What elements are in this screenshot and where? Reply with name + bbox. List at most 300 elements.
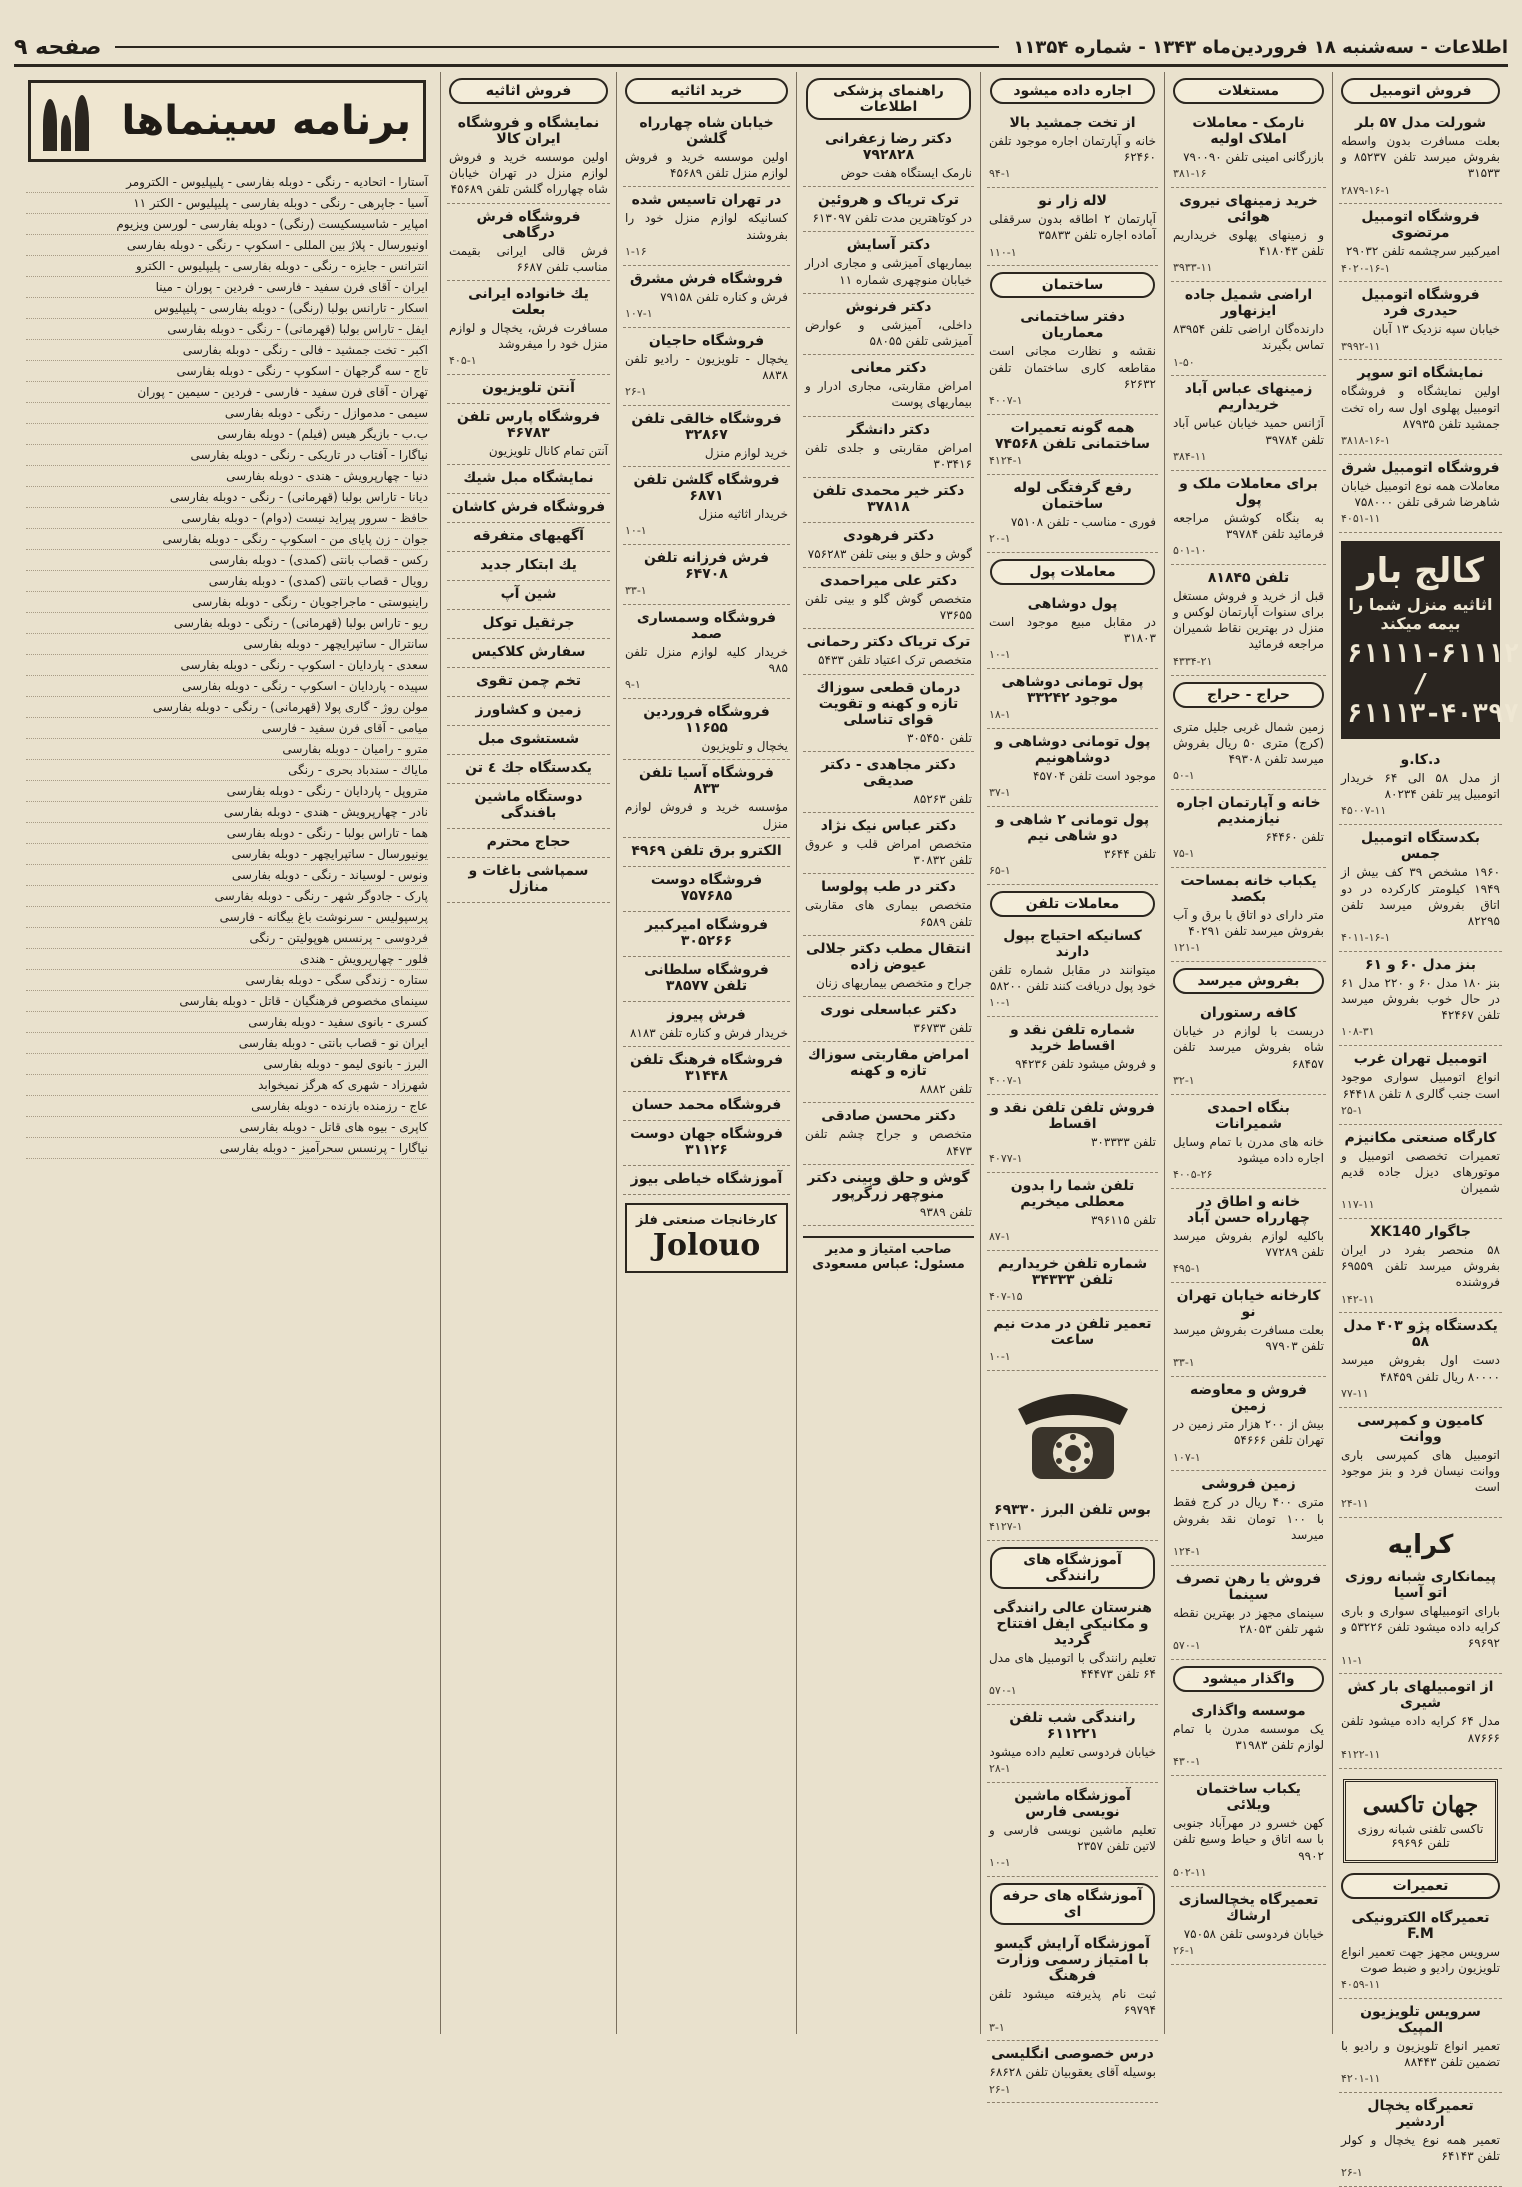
ad-body: بوسیله آقای یعقوبیان تلفن ۶۸۶۲۸ — [989, 2065, 1156, 2080]
classified-ad — [447, 858, 610, 903]
classified-ad — [447, 465, 610, 494]
classified-ad — [447, 404, 610, 465]
ad-title: فروش و معاوضه زمین — [1190, 1382, 1307, 1415]
ad-body: تلفن ۸۸۸۲ — [919, 1082, 972, 1097]
ad-code: ۱۱۰-۱ — [989, 245, 1017, 259]
ad-body: بنز ۱۸۰ مدل ۶۰ و ۲۲۰ مدل ۶۱ در حال خوب بفروش میرسد تلفن ۴۲۴۶۷ — [1341, 975, 1500, 1023]
family-silhouette-icon — [43, 91, 89, 151]
estate-ads-3 — [1171, 1000, 1326, 1660]
cinema-listing: یونیورسال - ساتپرایچهر - دوبله بفارسی — [26, 844, 428, 865]
ad-title: دکتر فرنوش — [845, 298, 932, 315]
classified-ad — [447, 494, 610, 523]
classified-ad — [1339, 2093, 1502, 2187]
ad-code: ۱۰-۱ — [989, 648, 1011, 662]
ad-title: خانه و آپارتمان اجاره نیازمندیم — [1176, 794, 1321, 827]
ad-title: پول دوشاهی — [1027, 595, 1118, 612]
ad-code: ۹-۱ — [625, 678, 641, 692]
cinema-listing: کسری - بانوی سفید - دوبله بفارسی — [26, 1012, 428, 1033]
ad-body: جراح و متخصص بیماریهای زنان — [816, 975, 972, 990]
ad-body: بارای اتومبیلهای سواری و باری کرایه داده میشود تلفن ۵۳۲۲۶ و ۶۹۶۹۲ — [1341, 1603, 1500, 1651]
ad-code: ۱-۵۰ — [1173, 355, 1195, 369]
ad-body: نارمک ایستگاه هفت حوض — [840, 166, 972, 180]
cinema-listing: اونیورسال - پلاژ بین المللی - اسکوپ - رنگی - دوبله بفارسی — [26, 235, 428, 256]
cinema-listing: فلور - چهارپرویش - هندی — [26, 949, 428, 970]
classified-ad — [447, 639, 610, 668]
cinema-listing: میامی - آقای فرن سفید - فارسی — [26, 718, 428, 739]
ad-title: درمان قطعی سوزاك تازه و کهنه و تقویت قوای تناسلی — [816, 679, 961, 728]
classified-ad — [623, 110, 790, 187]
cinema-listing: ب.ب - بازیگر هیس (فیلم) - دوبله بفارسی — [26, 424, 428, 445]
rent-ads-6 — [987, 1595, 1158, 1877]
section-head-money: معاملات پول — [990, 559, 1156, 585]
ad-body: آنتن تمام کانال تلویزیون — [488, 444, 608, 459]
classified-ad — [623, 912, 790, 957]
figure-adult-icon — [75, 95, 89, 151]
ad-title: رفع گرفتگی لوله ساختمان — [1013, 479, 1132, 512]
ad-body: خیابان فردوسی تعلیم داده میشود — [989, 1744, 1156, 1759]
classified-ad — [623, 838, 790, 867]
ad-body: و زمینهای پهلوی خریداریم تلفن ۴۱۸۰۴۳ — [1173, 228, 1324, 259]
ad-code: ۵۷۰-۱ — [1173, 1639, 1201, 1653]
ad-title: زمینهای عباس آباد خریداریم — [1184, 381, 1313, 414]
ad-body: بازرگانی امینی تلفن ۷۹۰۰۹۰ — [1183, 150, 1324, 164]
ad-title: یك ابتکار جدید — [480, 557, 577, 574]
ad-title: فروشگاه جهان دوست ۳۱۱۲۶ — [630, 1125, 783, 1158]
ad-title: در تهران تاسیس شده — [631, 192, 782, 209]
cinema-listing: سپیده - پاردایان - اسکوپ - رنگی - دوبله بفارسی — [26, 676, 428, 697]
classified-ad — [987, 2041, 1158, 2103]
ad-title: یك خانواده ایرانی بعلت — [468, 285, 589, 318]
cinema-listing: ایران - آقای فرن سفید - فارسی - فردین - پوران - مینا — [26, 277, 428, 298]
ad-title: خیابان شاه چهارراه گلشن — [639, 115, 774, 147]
ad-code: ۱۰۷-۱ — [1173, 1450, 1201, 1464]
cinema-listing: عاج - رزمنده بازنده - دوبله بفارسی — [26, 1096, 428, 1117]
ad-body: مسافرت فرش، یخچال و لوازم منزل خود را میفروشد — [449, 320, 608, 352]
ad-title: جاگوار XK140 — [1370, 1223, 1471, 1240]
ad-code: ۳۲-۱ — [1173, 1073, 1195, 1087]
cinema-banner — [28, 80, 426, 162]
ad-code: ۲۶-۱ — [1341, 2166, 1363, 2180]
classified-ad — [1339, 1564, 1502, 1674]
ad-body: تلفن ۳۶۷۳۳ — [913, 1020, 972, 1035]
ad-body: خریدار کلیه لوازم منزل تلفن ۹۸۵ — [625, 644, 788, 676]
section-head-phone: معاملات تلفن — [990, 891, 1156, 917]
ad-body: ثبت نام پذیرفته میشود تلفن ۶۹۷۹۴ — [989, 1987, 1156, 2018]
classified-ad — [987, 1705, 1158, 1783]
ad-title: رانندگی شب تلفن ۶۱۱۲۲۱ — [1009, 1709, 1136, 1742]
ad-body: بعلت مسافرت بفروش میرسد تلفن ۹۷۹۰۳ — [1173, 1323, 1324, 1354]
ad-body: داخلی، آمیزشی و عوارض آمیزشی تلفن ۵۸۰۵۵ — [805, 317, 972, 348]
ad-body: خیابان سپه نزدیک ۱۳ آبان — [1372, 322, 1500, 337]
classified-ad — [987, 591, 1158, 669]
estate-ads-4 — [1171, 1698, 1326, 1965]
college-bar-phone: ۶۱۱۱۱-۶۱۱۱۲ / ۶۱۱۱۳-۴۰۳۹۷ — [1347, 639, 1520, 730]
ad-title: فروشگاه آسیا تلفن ۸۳۳ — [639, 765, 774, 798]
cinema-listing: انترانس - جایزه - رنگی - دوبله بفارسی - پلیپلیوس - الکترو — [26, 256, 428, 277]
autos-ads — [1339, 110, 1502, 533]
classified-ad — [803, 813, 974, 874]
classified-ad — [1171, 868, 1326, 962]
classified-ad — [1171, 1000, 1326, 1094]
ad-title: یکدستگاه جك ٤ تن — [465, 760, 592, 777]
ad-code: ۵۷۰-۱ — [989, 1684, 1017, 1698]
ad-code: ۳۳-۱ — [1173, 1356, 1195, 1370]
ad-title: دکتر محسن صادقی — [821, 1108, 956, 1125]
rent-ads-7 — [987, 1931, 1158, 2103]
ad-code: ۱۱۷-۱۱ — [1341, 1198, 1375, 1212]
jolouo-logo-ad — [625, 1203, 788, 1273]
ad-code: ۲۵-۱ — [1341, 1103, 1363, 1117]
classified-ad — [1171, 1283, 1326, 1377]
cinema-listing: راینیوستی - ماجراجویان - رنگی - دوبله بفارسی — [26, 592, 428, 613]
section-head-buy: خرید اثاثیه — [625, 78, 787, 104]
ad-body: تعلیم ماشین نویسی فارسی و لاتین تلفن ۲۳۵۷ — [989, 1822, 1156, 1854]
classified-ad — [987, 1173, 1158, 1251]
classified-ad — [987, 1251, 1158, 1311]
ad-title: تعمیر تلفن در مدت نیم ساعت — [993, 1316, 1152, 1348]
section-head-vocational: آموزشگاه های حرفه ای — [990, 1883, 1156, 1925]
ad-title: خانه و اطاق در چهارراه حسن آباد — [1187, 1193, 1310, 1226]
classified-ad — [1339, 110, 1502, 204]
classified-ad — [1171, 714, 1326, 790]
ad-body: مؤسسه خرید و فروش لوازم منزل — [625, 800, 788, 831]
ad-body: متخصص ترک اعتیاد تلفن ۵۴۳۳ — [818, 653, 972, 668]
column-rent — [980, 72, 1164, 2096]
ad-body: تلفن ۳۰۳۳۳۳ — [1090, 1135, 1156, 1150]
ad-title: شین آپ — [500, 586, 557, 603]
ad-code: ۷۷-۱۱ — [1341, 1386, 1369, 1400]
classified-ad — [447, 581, 610, 610]
ad-body: امراض مقاربتی و جلدی تلفن ۳۰۳۴۱۶ — [805, 440, 972, 471]
classified-ad — [447, 523, 610, 552]
classified-ad — [623, 1002, 790, 1047]
classified-ad — [623, 187, 790, 265]
classified-ad — [803, 232, 974, 293]
ad-title: دکتر در طب پولوسا — [821, 879, 956, 896]
ad-title: بکدستگاه اتومبیل جمس — [1361, 830, 1480, 863]
cinema-listing: ایفل - تاراس بولبا (قهرمانی) - رنگی - دوبله بفارسی — [26, 319, 428, 340]
ad-title: موسسه واگذاری — [1191, 1703, 1306, 1720]
ad-title: فروشگاه فرش درگاهی — [476, 208, 581, 241]
ad-code: ۴۵۰۰۷-۱۱ — [1341, 804, 1387, 818]
classified-ad — [987, 1311, 1158, 1371]
classified-ad — [447, 204, 610, 281]
ad-code: ۷۵-۱ — [1173, 847, 1195, 861]
ad-code: ۳۸۴-۱۱ — [1173, 449, 1207, 463]
ad-title: فروشگاه فرهنگ تلفن ۳۱۴۴۸ — [629, 1051, 784, 1084]
cinema-listing: پارک - جادوگر شهر - رنگی - دوبله بفارسی — [26, 886, 428, 907]
cinema-listing: حافظ - سرور پیراید نیست (دوام) - دوبله بفارسی — [26, 508, 428, 529]
classified-ad — [987, 415, 1158, 475]
classified-ad — [623, 1166, 790, 1195]
ad-code: ۱-۱۶ — [625, 244, 647, 258]
ad-code: ۴۲۰۱-۱۱ — [1341, 2072, 1381, 2086]
ad-title: فروشگاه دوست ۷۵۷۶۸۵ — [650, 871, 763, 904]
ad-body: فرش و کناره تلفن ۷۹۱۵۸ — [660, 289, 788, 304]
ad-title: آموزشگاه ماشین نویسی فارس — [1014, 1787, 1131, 1820]
ad-code: ۹۴-۱ — [989, 167, 1011, 181]
classified-ad — [623, 957, 790, 1002]
ad-title: فروشگاه فروردین ۱۱۶۵۵ — [643, 704, 770, 737]
ad-title: اتومبیل تهران غرب — [1353, 1051, 1488, 1068]
rent-ads — [987, 110, 1158, 266]
classified-ad — [1171, 1471, 1326, 1565]
ad-title: فروش تلفن تلفن نقد و اقساط — [990, 1100, 1155, 1133]
jolouo-subtitle: کارخانجات صنعتی فلز — [636, 1212, 777, 1228]
ad-body: انواع اتومبیل سواری موجود است جنب گالری ۸ تلفن ۶۴۴۱۸ — [1341, 1070, 1500, 1101]
classified-ad — [987, 475, 1158, 553]
ad-code: ۲۰-۱ — [989, 531, 1011, 545]
ad-body: اولین موسسه خرید و فروش لوازم منزل تلفن ۴۵۶۸۹ — [625, 150, 788, 181]
classified-ad — [447, 110, 610, 204]
classified-ad — [623, 760, 790, 837]
classified-ad — [1171, 1377, 1326, 1471]
ad-title: زمین و کشاورز — [475, 702, 582, 719]
ad-body: بیماریهای آمیزشی و مجاری ادرار خیابان منوچهری شماره ۱۱ — [805, 256, 972, 287]
classified-ad — [987, 1497, 1158, 1541]
ad-title: خرید زمینهای نیروی هوائی — [1179, 193, 1318, 226]
ad-title: فروشگاه وسمساری صمد — [636, 609, 777, 642]
ad-title: سفارش کلاکیس — [471, 644, 586, 661]
ad-body: نقشه و نظارت مجانی است مقاطعه کاری ساختمان تلفن ۶۲۶۳۲ — [989, 344, 1156, 391]
ad-body: تعمیرات تخصصی اتومبیل و موتورهای دیزل جاده قدیم شمیران — [1341, 1148, 1500, 1195]
cinema-listing: رکس - قصاب بانتی (کمدی) - دوبله بفارسی — [26, 550, 428, 571]
classified-ad — [447, 375, 610, 404]
ad-body: تلفن ۸۵۲۶۳ — [913, 791, 972, 806]
ad-title: فروشگاه فرش مشرق — [629, 270, 784, 287]
ad-body: مدل ۶۴ کرایه داده میشود تلفن ۸۷۶۶۶ — [1341, 1714, 1500, 1745]
ad-title: تعمیرگاه یخچالسازی ارشاك — [1178, 1891, 1319, 1924]
classified-ad — [1171, 376, 1326, 470]
cinema-listing: آستارا - اتحادیه - رنگی - دوبله بفارسی - پلیپلیوس - الکترومر — [26, 172, 428, 193]
ad-code: ۱۰-۱ — [625, 524, 647, 538]
classified-ad — [1339, 1408, 1502, 1518]
classified-ad — [803, 187, 974, 232]
classified-ad — [1339, 1999, 1502, 2093]
ad-body: کسانیکه لوازم منزل خود را بفروشند — [625, 211, 788, 242]
masthead — [14, 30, 1508, 67]
classified-ad — [803, 936, 974, 997]
ad-title: درس خصوصی انگلیسی — [991, 2046, 1154, 2063]
ad-body: آژانس حمید خیابان عباس آباد تلفن ۳۹۷۸۴ — [1173, 416, 1324, 447]
ad-title: لاله زار نو — [1038, 193, 1107, 210]
cinema-listing: شهرزاد - شهری که هرگز نمیخوابد — [26, 1075, 428, 1096]
ad-title: دکتر معانی — [850, 360, 927, 377]
ad-body: اتومبیل های کمپرسی باری ووانت نیسان فرد و بنز موجود است — [1341, 1447, 1500, 1494]
ad-title: فروشگاه فرش کاشان — [451, 499, 606, 516]
ad-title: برای معاملات ملک و پول — [1179, 475, 1318, 508]
classified-ad — [447, 668, 610, 697]
classified-ad — [1171, 1698, 1326, 1776]
ad-title: دکتر فرهودی — [843, 527, 934, 544]
ad-code: ۳۹۳۳-۱۱ — [1173, 261, 1213, 275]
cinema-listing: سانترال - ساتپرایچهر - دوبله بفارسی — [26, 634, 428, 655]
ad-body: در کوتاهترین مدت تلفن ۶۱۳۰۹۷ — [812, 211, 972, 226]
classified-ad — [623, 328, 790, 406]
classified-ad — [1171, 1095, 1326, 1189]
classified-ad — [1171, 1887, 1326, 1965]
ad-body: دارنده‌گان اراضی تلفن ۸۳۹۵۴ تماس بگیرند — [1173, 322, 1324, 353]
ad-code: ۴۳۳۴-۲۱ — [1173, 654, 1213, 668]
ad-title: الکترو برق تلفن ۴۹۶۹ — [631, 842, 782, 859]
section-head-sell: فروش اثاثیه — [449, 78, 608, 104]
ad-body: زمین شمال غربی جلیل متری (کرج) متری ۵۰ ریال بفروش میرسد تلفن ۴۹۳۰۸ — [1173, 719, 1324, 766]
ad-code: ۲۶-۱ — [1173, 1943, 1195, 1957]
section-head-construction: ساختمان — [990, 272, 1156, 298]
telephone-illustration — [987, 1379, 1158, 1489]
cinema-listing: تهران - آقای فرن سفید - فارسی - فردین - سیمین - پوران — [26, 382, 428, 403]
cinema-banner-title: برنامه سینماها — [121, 98, 411, 144]
ad-title: اراضی شمیل جاده ایزنهاور — [1184, 287, 1313, 320]
ad-body: خریدار فرش و کناره تلفن ۸۱۸۳ — [629, 1025, 788, 1040]
ad-title: دفتر ساختمانی معماریان — [1020, 309, 1125, 342]
ad-body: تلفن ۹۳۸۹ — [919, 1204, 972, 1219]
ad-title: بوس تلفن البرز ۶۹۳۳۰ — [994, 1501, 1151, 1518]
classified-ad — [1339, 1219, 1502, 1313]
classified-ad — [987, 1783, 1158, 1877]
ad-title: امراض مقاربتی سوزاك تازه و کهنه — [808, 1047, 969, 1080]
ad-title: فروشگاه سلطانی تلفن ۳۸۵۷۷ — [644, 961, 769, 994]
cinema-listing: اکبر - تخت جمشید - فالی - رنگی - دوبله بفارسی — [26, 340, 428, 361]
ad-title: فرش پیروز — [667, 1006, 746, 1023]
cinema-listing: مایاك - سندباد بحری - رنگی — [26, 760, 428, 781]
classified-ad — [447, 829, 610, 858]
ad-body: ۵۸ منحصر بفرد در ایران بفروش میرسد تلفن ۶۹۵۵۹ فروشنده — [1341, 1242, 1500, 1290]
ad-code: ۸۷-۱ — [989, 1230, 1011, 1244]
classified-ad — [803, 675, 974, 752]
section-head-for-sale: بفروش میرسد — [1173, 968, 1325, 994]
ad-title: تخم چمن تقوی — [475, 673, 582, 690]
classified-ad — [623, 1121, 790, 1166]
classified-ad — [1339, 1905, 1502, 1999]
ad-body: تلفن ۳۹۶۱۱۵ — [1090, 1213, 1156, 1228]
ad-code: ۳۸۱۸-۱۶-۱ — [1341, 434, 1391, 448]
ad-body: تلفن ۳۶۴۴ — [1103, 846, 1156, 861]
ad-body: دست اول بفروش میرسد ۸۰۰۰۰ ریال تلفن ۴۸۴۵۹ — [1341, 1353, 1500, 1384]
ad-title: همه گونه تعمیرات ساختمانی تلفن ۷۴۵۶۸ — [994, 419, 1151, 452]
ad-title: دکتر رضا زعفرانی ۷۹۲۸۲۸ — [825, 131, 952, 163]
classified-ad — [987, 729, 1158, 807]
ad-body: اولین موسسه خرید و فروش لوازم منزل در تهران خیابان شاه چهارراه گلشن تلفن ۴۵۶۸۹ — [449, 150, 608, 197]
classified-ad — [1339, 1313, 1502, 1407]
cinema-listing: هما - تاراس بولبا - رنگی - دوبله بفارسی — [26, 823, 428, 844]
ad-body: قبل از خرید و فروش مستغل برای سنوات آپارتمان لوکس و منزل در بهترین نقاط شمیران مراجعه فرمائید — [1173, 588, 1324, 652]
ad-title: یکدستگاه پژو ۴۰۳ مدل ۵۸ — [1343, 1318, 1498, 1351]
telephone-icon — [998, 1379, 1148, 1489]
ad-code: ۲۶-۱ — [989, 2082, 1011, 2096]
figure-child-icon — [61, 115, 71, 151]
section-head-repairs: تعمیرات — [1341, 1873, 1500, 1899]
section-head-driving: آموزشگاه های رانندگی — [990, 1547, 1156, 1589]
ad-code: ۴۰۰۵-۲۶ — [1173, 1167, 1213, 1181]
estate-ads — [1171, 110, 1326, 676]
ad-title: یکباب خانه بمساحت بکصد — [1180, 872, 1317, 905]
ad-title: فرش فرزانه تلفن ۶۴۷۰۸ — [643, 550, 770, 583]
ad-body: میتوانند در مقابل شماره تلفن خود پول دریافت کنند تلفن ۵۸۲۰۰ — [989, 962, 1156, 994]
ad-code: ۱۱-۱ — [1341, 1653, 1363, 1667]
classified-ad — [1339, 1046, 1502, 1124]
ad-title: آموزشگاه آرایش گیسو با امتیاز رسمی وزارت فرهنگ — [994, 1936, 1151, 1985]
ad-title: شورلت مدل ۵۷ بلر — [1355, 115, 1486, 131]
heading-rent: کرایه — [1387, 1529, 1454, 1560]
classified-ad — [1339, 952, 1502, 1046]
cinema-listing: آسیا - جاپرهی - رنگی - دوبله بفارسی - پلیپلیوس - الکتر ۱۱ — [26, 193, 428, 214]
ad-body: متخصص و جراح چشم تلفن ۸۴۷۳ — [805, 1127, 972, 1158]
ad-body: باکلیه لوازم بفروش میرسد تلفن ۷۷۲۸۹ — [1173, 1228, 1324, 1259]
column-sell — [440, 72, 616, 2034]
classified-ad — [803, 523, 974, 568]
ad-body: سرویس مجهز جهت تعمیر انواع تلویزیون رادیو و ضبط صوت — [1341, 1944, 1500, 1975]
ad-body: به بنگاه کوشش مراجعه فرمائید تلفن ۳۹۷۸۴ — [1173, 510, 1324, 541]
ad-code: ۴۰۵۱-۱۱ — [1341, 512, 1381, 526]
ad-title: انتقال مطب دکتر جلالی عیوض زاده — [806, 940, 971, 973]
ad-body: فرش قالی ایرانی بقیمت مناسب تلفن ۶۶۸۷ — [449, 243, 608, 274]
ad-title: دکتر خیر محمدی تلفن ۳۷۸۱۸ — [812, 482, 965, 515]
classified-ad — [803, 874, 974, 935]
figure-adult-2-icon — [43, 99, 57, 151]
cinema-listing: نادر - چهارپرویش - هندی - دوبله بفارسی — [26, 802, 428, 823]
cinema-listing: ونوس - لوسیاند - رنگی - دوبله بفارسی — [26, 865, 428, 886]
classified-ad — [1171, 1776, 1326, 1886]
ad-body: یخچال و تلویزیون — [701, 739, 788, 754]
college-bar-sub: اثاثیه منزل شما را بیمه میکند — [1348, 595, 1493, 634]
classified-ad — [1339, 825, 1502, 952]
classified-ad — [1171, 1189, 1326, 1283]
classified-ad — [803, 355, 974, 416]
classified-ad — [623, 699, 790, 760]
classified-ad — [803, 417, 974, 478]
ad-title: آموزشگاه خیاطی بیوز — [630, 1170, 783, 1187]
ad-body: امیرکبیر سرچشمه تلفن ۲۹۰۳۲ — [1346, 244, 1500, 259]
classified-ad — [623, 545, 790, 605]
classified-ad — [447, 784, 610, 829]
autos-ads-2 — [1339, 747, 1502, 1518]
ad-title: شماره تلفن خریداریم تلفن ۳۴۳۳۳ — [997, 1256, 1148, 1289]
ad-code: ۴۹۵-۱ — [1173, 1262, 1201, 1276]
ad-body: گوش و حلق و بینی تلفن ۷۵۶۲۸۳ — [807, 546, 972, 561]
ad-code: ۶۵-۱ — [989, 864, 1011, 877]
ad-body: ۱۹۶۰ مشخص ۳۹ کف بیش از ۱۹۴۹ کیلومتر کارکرده در دو اتاق بفروش میرسد تلفن ۸۲۲۹۵ — [1341, 865, 1501, 928]
classified-ad — [1171, 188, 1326, 282]
section-head-autos: فروش اتومبیل — [1341, 78, 1500, 104]
ad-body: یک موسسه مدرن با تمام لوازم تلفن ۳۱۹۸۳ — [1173, 1722, 1324, 1753]
classified-ad — [1339, 747, 1502, 825]
classified-ad — [447, 552, 610, 581]
jahan-taxi-title: جهان تاکسی — [1362, 1791, 1479, 1818]
classified-ad — [1171, 471, 1326, 565]
ad-title: دکتر آسایش — [846, 237, 931, 254]
ad-body: معاملات همه نوع اتومبیل خیابان شاهرضا شرقی تلفن ۷۵۸۰۰۰ — [1341, 478, 1500, 510]
ad-title: دوستگاه ماشین بافندگی — [474, 789, 583, 822]
classified-ad — [1171, 1566, 1326, 1660]
classified-ad — [1339, 282, 1502, 360]
ad-body: آپارتمان ۲ اطاقه بدون سرقفلی آماده اجاره تلفن ۳۵۸۳۳ — [989, 212, 1156, 243]
ad-body: متخصص امراض قلب و عروق تلفن ۳۰۸۳۲ — [805, 837, 972, 868]
ad-title: پول تومانی دوشاهی موجود ۳۳۲۴۲ — [1001, 673, 1144, 706]
ad-code: ۱۰۷-۱ — [625, 306, 653, 320]
ad-body: در مقابل مبیع موجود است ۳۱۸۰۳ — [989, 614, 1156, 645]
ad-title: زمین فروشی — [1201, 1476, 1296, 1493]
section-head-transfer: واگذار میشود — [1173, 1666, 1325, 1692]
ad-body: متخصص بیماری های مقاربتی تلفن ۶۵۸۹ — [805, 898, 972, 929]
ad-code: ۴۰۷-۱۵ — [989, 1290, 1023, 1304]
ad-title: نمایشگاه مبل شیك — [463, 470, 594, 487]
rent-ads-4 — [987, 923, 1158, 1371]
medical-ads — [803, 126, 974, 1226]
cinema-listing: ستاره - زندگی سگی - دوبله بفارسی — [26, 970, 428, 991]
ad-title: تعمیرگاه یخچال اردشیر — [1367, 2098, 1474, 2131]
column-estate — [1164, 72, 1332, 2034]
